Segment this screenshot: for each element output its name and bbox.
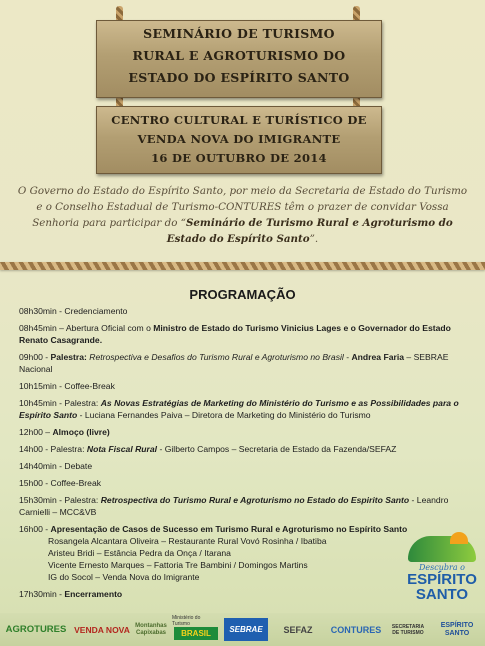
item-text: Encerramento <box>64 589 123 599</box>
descubra-es-logo <box>402 528 482 606</box>
logo-venda-nova: VENDA NOVA <box>74 624 130 635</box>
item-talk-title: Retrospectiva e Desafios do Turismo Rural e Agroturismo no Brasil <box>89 352 344 362</box>
item-speaker: - Leandro Carnielli – MCC&VB <box>19 495 449 517</box>
item-label: Palestra: <box>50 352 90 362</box>
schedule-item <box>19 322 469 346</box>
rope-divider <box>0 262 485 270</box>
item-text: Debate <box>64 461 93 471</box>
case-item: Vicente Ernesto Marques – Fattoria Tre Bambini / Domingos Martins <box>48 560 308 570</box>
sign-venue-line2: VENDA NOVA DO IMIGRANTE <box>137 132 341 146</box>
sponsor-logos <box>0 613 485 646</box>
item-time: 08h30min - <box>19 306 65 316</box>
item-time: 17h30min - <box>19 589 65 599</box>
item-label: Palestra: <box>64 495 101 505</box>
logo-sefaz: SEFAZ <box>283 624 313 635</box>
sun-icon <box>450 532 468 544</box>
badge-line2: ESPÍRITO <box>407 571 477 588</box>
case-item: Rosangela Alcantara Oliveira – Restaurante Rural Vovó Rosinha / Ibatiba <box>48 536 327 546</box>
logo-contures: CONTURES <box>330 624 382 635</box>
badge-line3: SANTO <box>415 586 469 603</box>
item-label: Palestra: <box>64 398 101 408</box>
logo-ministerio-turismo: Ministério do Turismo <box>172 615 201 627</box>
schedule-item <box>19 477 469 489</box>
programacao-title: PROGRAMAÇÃO <box>189 287 296 302</box>
schedule-item <box>19 494 469 518</box>
item-speaker: - Gilberto Campos – Secretaria de Estado da Fazenda/SEFAZ <box>157 444 397 454</box>
schedule-item <box>19 380 469 392</box>
item-time: 16h00 - <box>19 524 51 534</box>
sign-date: 16 DE OUTUBRO DE 2014 <box>151 151 327 165</box>
item-talk-title: Nota Fiscal Rural <box>86 444 158 454</box>
schedule-item <box>19 443 469 455</box>
invitation-part1: O Governo do Estado do Espírito Santo, por meio da Secretaria de Estado do Turismo e o Conselho Estadual de Turismo-CONTURES têm o prazer de convidar Vossa Senhoria para participar do “ <box>17 185 468 229</box>
sign-venue-line1: CENTRO CULTURAL E TURÍSTICO DE <box>111 113 367 127</box>
schedule-item <box>19 460 469 472</box>
logo-agrotures: AGROTURES <box>5 624 67 635</box>
invitation-text <box>14 183 471 247</box>
case-item: Aristeu Bridi – Estância Pedra da Onça / Itarana <box>48 548 231 558</box>
item-org: – SEBRAE Nacional <box>19 352 449 374</box>
schedule-item <box>19 305 469 317</box>
item-time: 15h30min - <box>19 495 65 505</box>
logo-sebrae: SEBRAE <box>224 618 268 641</box>
schedule-item <box>19 351 469 375</box>
invitation-event-name: Seminário de Turismo Rural e Agroturismo do Estado do Espírito Santo <box>166 217 453 245</box>
case-item: IG do Socol – Venda Nova do Imigrante <box>48 572 200 582</box>
sign-plank-title <box>96 20 382 98</box>
item-talk-title: Retrospectiva do Turismo Rural e Agroturismo no Estado do Espirito Santo <box>100 495 410 505</box>
item-speaker: Andrea Faria <box>351 352 405 362</box>
schedule-item <box>19 426 469 438</box>
badge-line1: Descubra o <box>419 563 465 572</box>
item-text: Abertura Oficial com o <box>65 323 154 333</box>
item-text: Credenciamento <box>64 306 128 316</box>
item-text: Coffee-Break <box>50 478 102 488</box>
logo-brasil: BRASIL <box>174 627 218 640</box>
logo-montanhas-capixabas: Montanhas Capixabas <box>135 622 167 636</box>
item-time: 12h00 – <box>19 427 53 437</box>
item-time: 15h00 - <box>19 478 51 488</box>
item-speakers: Ministro de Estado do Turismo Vinicius Lages e o Governador do Estado Renato Casagrande. <box>19 323 451 345</box>
item-time: 14h40min - <box>19 461 65 471</box>
item-time: 08h45min – <box>19 323 66 333</box>
logo-espirito-santo: ESPÍRITO SANTO <box>440 621 474 637</box>
item-text: Coffee-Break <box>64 381 115 391</box>
item-speaker: - Luciana Fernandes Paiva – Diretora de Marketing do Ministério do Turismo <box>77 410 371 420</box>
item-sep: - <box>343 352 352 362</box>
item-time: 10h45min - <box>19 398 65 408</box>
sign-title-line2: RURAL E AGROTURISMO DO <box>132 48 346 63</box>
invitation-part2: ”. <box>309 233 319 245</box>
item-text: Apresentação de Casos de Sucesso em Turismo Rural e Agroturismo no Espírito Santo <box>50 524 408 534</box>
sign-plank-venue <box>96 106 382 174</box>
schedule-item <box>19 397 469 421</box>
item-time: 09h00 - <box>19 352 51 362</box>
wooden-sign <box>96 6 380 171</box>
sign-title-line1: SEMINÁRIO DE TURISMO <box>143 26 335 41</box>
item-text: Almoço (livre) <box>52 427 110 437</box>
sign-title-line3: ESTADO DO ESPÍRITO SANTO <box>128 70 350 85</box>
item-time: 10h15min - <box>19 381 65 391</box>
item-talk-title: As Novas Estratégias de Marketing do Ministério do Turismo e as Possibilidades para o Espírito Santo <box>19 398 459 420</box>
logo-secretaria-turismo: SECRETARIA DE TURISMO <box>391 623 425 636</box>
item-label: Palestra: <box>50 444 87 454</box>
item-time: 14h00 - <box>19 444 51 454</box>
